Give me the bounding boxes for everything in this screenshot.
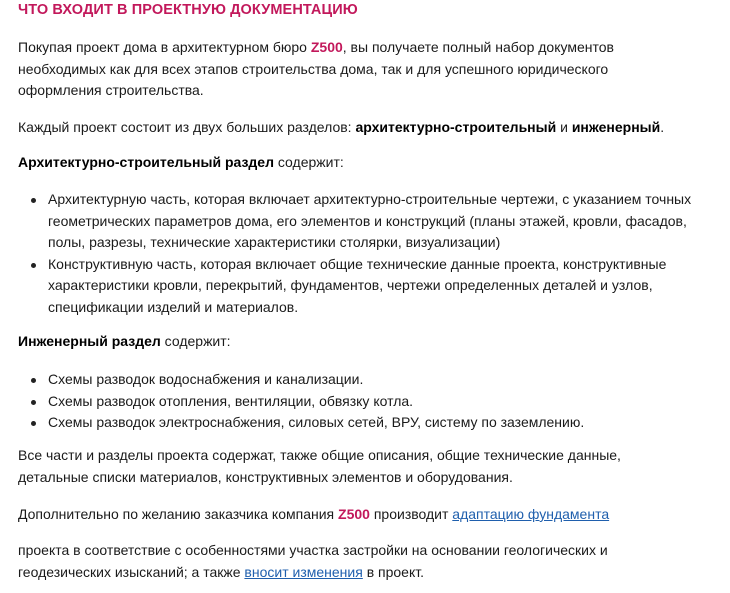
intro-line-3: оформления строительства. [18, 82, 204, 98]
general-line-2: детальные списки материалов, конструктивных элементов и оборудования. [18, 468, 513, 485]
extra-text: Дополнительно по желанию заказчика компания [18, 506, 339, 522]
sections-period: . [660, 119, 665, 135]
section-name-architectural: архитектурно-строительный [355, 119, 557, 135]
intro-text-after: , вы получаете полный набор документов [342, 39, 614, 55]
list-item: Схемы разводок электроснабжения, силовых сетей, ВРУ, систему по заземлению. [18, 412, 718, 434]
extra-paragraph [18, 504, 723, 526]
list-item-line: спецификации изделий и материалов. [48, 298, 299, 315]
final-line-2-end: в проект. [362, 563, 425, 580]
section-name-engineering: инженерный [571, 119, 661, 135]
list-item-line: геометрических параметров дома, его элементов и конструкций (планы этажей, кровли, фасадов, [48, 212, 687, 229]
list-item-line: характеристики кровли, перекрытий, фундаментов, чертежи определенных деталей и узлов, [48, 277, 653, 293]
general-paragraph [18, 445, 723, 488]
make-changes-link[interactable]: вносит изменения [244, 563, 363, 580]
extra-text-mid: производит [369, 506, 453, 522]
final-line-2: геодезических изысканий; а также [18, 563, 245, 580]
list-item [18, 189, 718, 254]
general-line-1: Все части и разделы проекта содержат, также общие описания, общие технические данные, [18, 447, 621, 463]
brand-name: Z500 [338, 506, 370, 522]
list-item-line: полы, разрезы, технические характеристики столярки, визуализации) [48, 234, 501, 250]
sections-text: Каждый проект состоит из двух больших разделов: [18, 119, 356, 135]
final-paragraph [18, 540, 723, 583]
intro-line-2: необходимых как для всех этапов строительства дома, так и для успешного юридического [18, 60, 609, 77]
list-item-line: Архитектурную часть, которая включает архитектурно-строительные чертежи, с указанием точных [48, 191, 692, 207]
list-item: Схемы разводок водоснабжения и канализации. [18, 369, 718, 391]
arch-list [18, 189, 718, 318]
eng-heading [18, 331, 723, 353]
eng-list [18, 369, 718, 434]
intro-paragraph [18, 37, 723, 102]
eng-heading-bold: Инженерный раздел [18, 333, 161, 349]
brand-name: Z500 [310, 39, 343, 55]
arch-heading-bold: Архитектурно-строительный раздел [18, 154, 274, 170]
sections-conjunction: и [556, 119, 572, 135]
sections-paragraph [18, 117, 723, 139]
arch-heading [18, 152, 723, 174]
list-item: Схемы разводок отопления, вентиляции, обвязку котла. [18, 391, 718, 413]
eng-heading-rest: содержит: [160, 333, 231, 349]
intro-text-before: Покупая проект дома в архитектурном бюро [18, 39, 311, 55]
list-item-line: Конструктивную часть, которая включает общие технические данные проекта, конструктивные [48, 255, 667, 272]
final-line-1: проекта в соответствие с особенностями участка застройки на основании геологических и [18, 542, 608, 558]
page-title: ЧТО ВХОДИТ В ПРОЕКТНУЮ ДОКУМЕНТАЦИЮ [18, 2, 358, 18]
foundation-adaptation-link[interactable]: адаптацию фундамента [452, 506, 610, 522]
arch-heading-rest: содержит: [274, 154, 344, 170]
list-item [18, 254, 718, 319]
